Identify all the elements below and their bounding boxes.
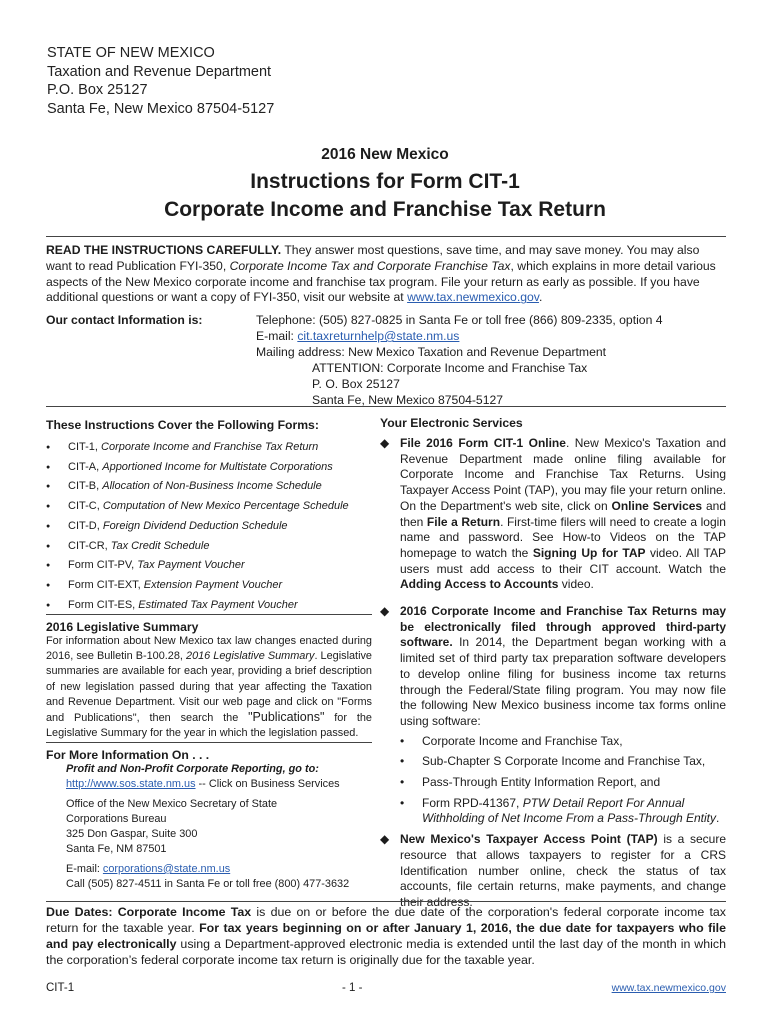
- website-link[interactable]: www.tax.newmexico.gov: [407, 290, 539, 305]
- contact-email-row: [256, 328, 726, 344]
- signup-video-label: Signing Up for TAP: [532, 545, 646, 560]
- online-filing-text-3: . First-time filers will need to create a login name and password. See How-to Videos on the TAP homepage to watch the: [400, 514, 726, 560]
- legislative-text-2: . Legislative summaries are available for each year, providing a brief description of new legislation passed during that year affecting the Taxation and Revenue Department. Visit our web page and click on "Forms and Publications", then search the: [46, 650, 372, 725]
- list-item: [46, 537, 372, 557]
- agency-po-box: P.O. Box 25127: [47, 82, 148, 98]
- agency-address: [47, 44, 274, 118]
- mailing-address-4: Santa Fe, New Mexico 87504-5127: [312, 393, 504, 407]
- sos-email-row: [66, 862, 372, 877]
- contact-email-link[interactable]: cit.taxreturnhelp@state.nm.us: [297, 329, 460, 343]
- legislative-text-3: for the Legislative Summary for the year in which the legislation passed.: [46, 712, 372, 740]
- form-desc: Tax Credit Schedule: [110, 539, 210, 552]
- adding-access-label: Adding Access to Accounts: [400, 577, 559, 592]
- title-line-2: Corporate Income and Franchise Tax Return: [164, 198, 606, 221]
- list-item: [46, 477, 372, 497]
- more-info-subheading: Profit and Non-Profit Corporate Reporting, go to:: [66, 763, 319, 775]
- due-label: Due Dates: Corporate Income Tax: [46, 905, 252, 919]
- more-info-body: [46, 762, 372, 892]
- publications-label: "Publications": [248, 710, 325, 725]
- due-dates: [46, 904, 726, 968]
- office-bureau: Corporations Bureau: [66, 813, 167, 825]
- list-item: [46, 438, 372, 458]
- form-code: CIT-B,: [68, 480, 103, 493]
- agency-department: Taxation and Revenue Department: [47, 63, 272, 80]
- tap-title: New Mexico's Taxpayer Access Point (TAP): [400, 832, 658, 847]
- third-party-title: 2016 Corporate Income and Franchise Tax Returns may be electronically filed through approved third-party software.: [400, 604, 726, 650]
- title-main: [0, 168, 770, 224]
- tap-section: [380, 832, 726, 911]
- office-name: Office of the New Mexico Secretary of State: [66, 798, 278, 810]
- form-code: Form CIT-ES,: [68, 598, 139, 611]
- forms-heading: These Instructions Cover the Following Forms:: [46, 418, 319, 432]
- legislative-section: [46, 620, 372, 741]
- form-code: CIT-D,: [68, 519, 103, 532]
- online-filing-text-5: video.: [558, 577, 594, 592]
- online-filing-text-2: and then: [400, 498, 727, 529]
- divider-mid: [46, 406, 726, 407]
- mailing-address-3: P. O. Box 25127: [312, 377, 400, 391]
- footer-website-link[interactable]: www.tax.newmexico.gov: [611, 982, 726, 994]
- office-street: 325 Don Gaspar, Suite 300: [66, 828, 198, 840]
- list-item: [380, 775, 726, 791]
- form-code: CIT-CR,: [68, 539, 111, 552]
- software-form-name: Sub-Chapter S Corporate Income and Franchise Tax,: [422, 754, 706, 769]
- software-form-desc: PTW Detail Report For Annual Withholding of Net Income From a Pass-Through Entity: [422, 795, 717, 826]
- list-item: [46, 497, 372, 517]
- file-return-label: File a Return: [426, 514, 501, 529]
- form-desc: Corporate Income and Franchise Tax Return: [101, 441, 319, 453]
- contact-telephone: Telephone: (505) 827-0825 in Santa Fe or toll free (866) 809-2335, option 4: [256, 313, 663, 327]
- due-electronic-rule: For tax years beginning on or after January 1, 2016, the due date for taxpayers who file and pay electronically: [46, 921, 727, 951]
- legislative-text: [46, 634, 372, 741]
- forms-list: [46, 438, 372, 615]
- list-item: [46, 596, 372, 616]
- form-desc: Allocation of Non-Business Income Schedule: [102, 480, 322, 493]
- agency-state: STATE OF NEW MEXICO: [47, 45, 215, 61]
- intro-text-2: , which explains in more detail various aspects of the New Mexico corporate income and franchise tax program. File your return as early as possible. If you have additional questions or want a copy of FYI-350, visit our website at: [46, 258, 716, 305]
- third-party-text: In 2014, the Department began working with a limited set of third party tax preparation software developers to develop online filing for business income tax returns through the Federal/State filing program. You may now file the following New Mexico business income tax forms online using software:: [400, 635, 726, 728]
- electronic-heading: Your Electronic Services: [380, 416, 523, 430]
- sos-after: -- Click on Business Services: [195, 778, 340, 790]
- intro-lead: READ THE INSTRUCTIONS CAREFULLY.: [46, 243, 282, 257]
- software-form-name: Corporate Income and Franchise Tax,: [422, 733, 623, 748]
- intro-text: They answer most questions, save time, and may save money. You may also want to read Publication FYI-350,: [46, 243, 700, 273]
- sos-email-link[interactable]: corporations@state.nm.us: [102, 863, 231, 875]
- software-form-end: .: [716, 811, 720, 826]
- list-item: [46, 556, 372, 576]
- third-party-section: [380, 604, 726, 730]
- due-text: is due on or before the due date of the corporation's federal corporate income tax return for the taxable year.: [46, 905, 726, 935]
- footer-form-id: CIT-1: [46, 982, 75, 994]
- divider-more-info: [46, 742, 372, 743]
- agency-city: Santa Fe, New Mexico 87504-5127: [47, 100, 275, 117]
- title-line-1: Instructions for Form CIT-1: [250, 170, 520, 193]
- online-services-label: Online Services: [611, 498, 703, 513]
- sos-email-label: E-mail:: [66, 863, 103, 875]
- diamond-bullet-icon: ◆: [380, 604, 390, 619]
- electronic-services-section: [380, 416, 726, 911]
- list-item: [380, 796, 726, 827]
- mailing-address-1: Mailing address: New Mexico Taxation and Revenue Department: [256, 345, 607, 359]
- list-item: [46, 458, 372, 478]
- form-code: Form CIT-EXT,: [68, 578, 144, 591]
- form-desc: Foreign Dividend Deduction Schedule: [102, 519, 288, 532]
- legislative-text-1: For information about New Mexico tax law changes enacted during 2016, see Bulletin B-100.28,: [46, 635, 372, 663]
- form-code: CIT-C,: [68, 500, 103, 513]
- due-text-2: using a Department-approved electronic media is extended until the last day of the month in which the corporation’s federal corporate income tax return is originally due for the taxable year.: [46, 937, 726, 967]
- publication-title: Corporate Income Tax and Corporate Franchise Tax: [229, 258, 511, 273]
- legislative-heading: 2016 Legislative Summary: [46, 620, 199, 634]
- online-filing-title: File 2016 Form CIT-1 Online: [400, 436, 566, 450]
- diamond-bullet-icon: ◆: [380, 436, 390, 450]
- more-info-section: [46, 748, 372, 892]
- tap-text: is a secure resource that allows taxpayers to register for a CRS Identification number online, check the status of tax accounts, file certain returns, make payments, and change their address.: [400, 832, 727, 909]
- document-title: [0, 146, 770, 224]
- intro-paragraph: [46, 243, 726, 306]
- list-item: [380, 754, 726, 770]
- contact-values: [256, 312, 726, 408]
- form-desc: Estimated Tax Payment Voucher: [138, 598, 298, 611]
- divider-legislative: [46, 614, 372, 615]
- software-form-name: Pass-Through Entity Information Report, and: [422, 775, 661, 790]
- online-filing-section: [380, 436, 726, 593]
- contact-label: Our contact Information is:: [46, 313, 203, 327]
- footer-page-number: - 1 -: [342, 982, 363, 994]
- title-year: 2016 New Mexico: [321, 146, 449, 163]
- intro-text-3: .: [538, 290, 543, 305]
- form-desc: Computation of New Mexico Percentage Schedule: [102, 500, 349, 513]
- form-desc: Extension Payment Voucher: [143, 578, 283, 591]
- list-item: [380, 734, 726, 750]
- form-code: CIT-A,: [68, 460, 103, 473]
- online-filing-text: . New Mexico's Taxation and Revenue Department made online filing available for Corporate Income and Franchise Tax Returns. Using Taxpayer Access Point (TAP), you may file your return online. On the Department's web site, click on: [400, 436, 726, 513]
- online-filing-text-4: video. All TAP users must add access to their CIT account. Watch the: [400, 545, 726, 576]
- sos-link[interactable]: http://www.sos.state.nm.us: [66, 778, 196, 790]
- bulletin-title: 2016 Legislative Summary: [186, 650, 315, 663]
- form-code: CIT-1,: [68, 441, 102, 453]
- sos-row: [66, 777, 372, 792]
- form-desc: Tax Payment Voucher: [137, 559, 245, 572]
- divider-top: [46, 236, 726, 237]
- software-forms-list: [380, 734, 726, 828]
- form-code: Form CIT-PV,: [68, 559, 138, 572]
- more-info-heading: For More Information On . . .: [46, 748, 210, 762]
- list-item: [46, 576, 372, 596]
- divider-due: [46, 901, 726, 902]
- email-label: E-mail:: [256, 329, 298, 343]
- mailing-address-2: ATTENTION: Corporate Income and Franchise Tax: [312, 361, 588, 375]
- list-item: [46, 517, 372, 537]
- office-city: Santa Fe, NM 87501: [66, 843, 167, 855]
- diamond-bullet-icon: ◆: [380, 832, 390, 847]
- software-form-name: Form RPD-41367,: [422, 795, 523, 810]
- forms-section: [46, 418, 372, 615]
- sos-phone: Call (505) 827-4511 in Santa Fe or toll free (800) 477-3632: [66, 878, 350, 890]
- form-desc: Apportioned Income for Multistate Corporations: [102, 460, 333, 473]
